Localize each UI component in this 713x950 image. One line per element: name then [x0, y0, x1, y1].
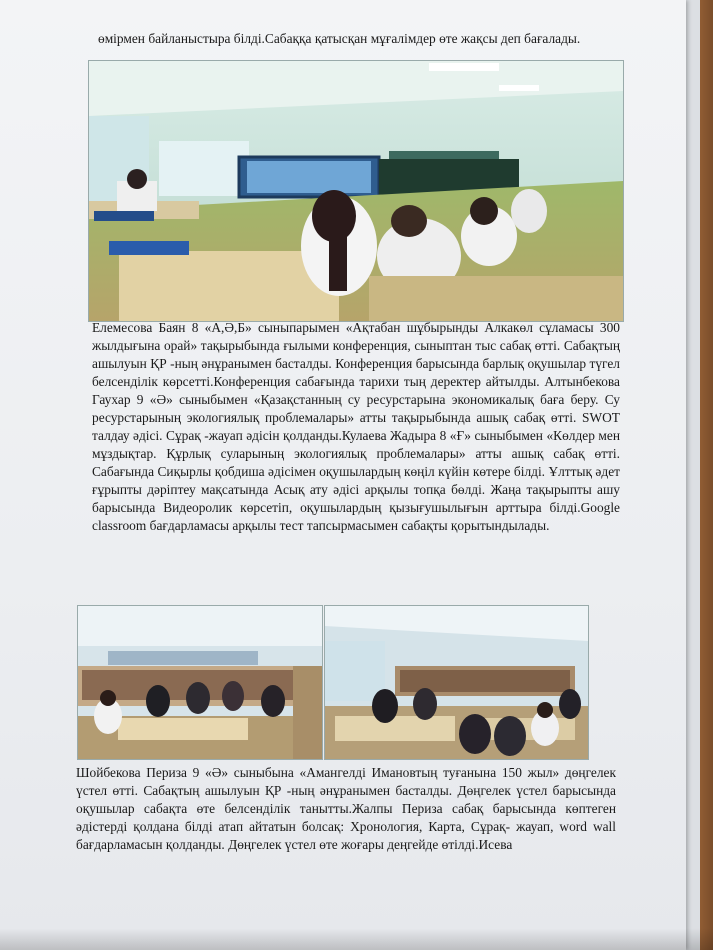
paragraph-intro: өмірмен байланыстыра білді.Сабаққа қатысқан мұғалімдер өте жақсы деп бағалады.: [98, 31, 581, 46]
library-photo-round-table-left: [77, 605, 323, 760]
library-photo-round-table-right: [324, 605, 589, 760]
paragraph-lessons: Елемесова Баян 8 «А,Ә,Б» сыныпарымен «Ақтабан шұбырынды Алкакөл сұламасы 300 жылдығына орай» тақырыбында ғылыми конференция, сыныптан тыс сабақ өтті. Сабақтың ашылуын ҚР -ның әнұранымен басталды. Конференция барысында барлық оқушылар түгел белсенділік көрсетті.Конференция сабағында тарихи тың деректер айтылды. Алтынбекова Гаухар 9 «Ә» сыныбымен «Қазақстанның су ресурстарына экономикалық баға беру. Су ресурстарының экологиялық проблемалары» атты тақырыбында ашық сабақ өтті. SWOT талдау әдісі. Сұрақ -жауап әдісін қолданды.Кулаева Жадыра 8 «Ғ» сыныбымен «Көлдер мен мұздықтар. Құрлық суларының экологиялық проблемалары» атты ашық сабақ өтті. Сабағында Сиқырлы қобдиша әдісімен оқушылардың көңіл күйін көтере білді. Ұлттық әдет ғұрыпты дәріптеу мақсатында Асық ату әдісі арқылы топқа бөлді. Жаңа тақырыпты ашу барысында Видеоролик көрсетіп, оқушылардың қызығушылығын арттыра білді.Google classroom бағдарламасы арқылы тест тапсырмасымен сабақты қорытындылады.: [92, 320, 620, 533]
classroom-photo-conference: [88, 60, 624, 322]
photo-shadow: [0, 928, 713, 950]
paragraph-round-table: Шойбекова Периза 9 «Ә» сыныбына «Амангелді Имановтың туғанына 150 жыл» дөңгелек үстел өтті. Сабақтың ашылуын ҚР -ның әнұранымен басталды. Дөңгелек үстел барысында оқушылар сабақта өте белсенділік танытты.Жалпы Периза сабақ барысында көптеген әдістерді қолдана білді атап айтатын болсақ: Хронология, Карта, Сұрақ- жауап, word wall бағдарламасын қолданды. Дөңгелек үстел өте жоғары деңгейде өтілді.Исева: [76, 765, 616, 852]
